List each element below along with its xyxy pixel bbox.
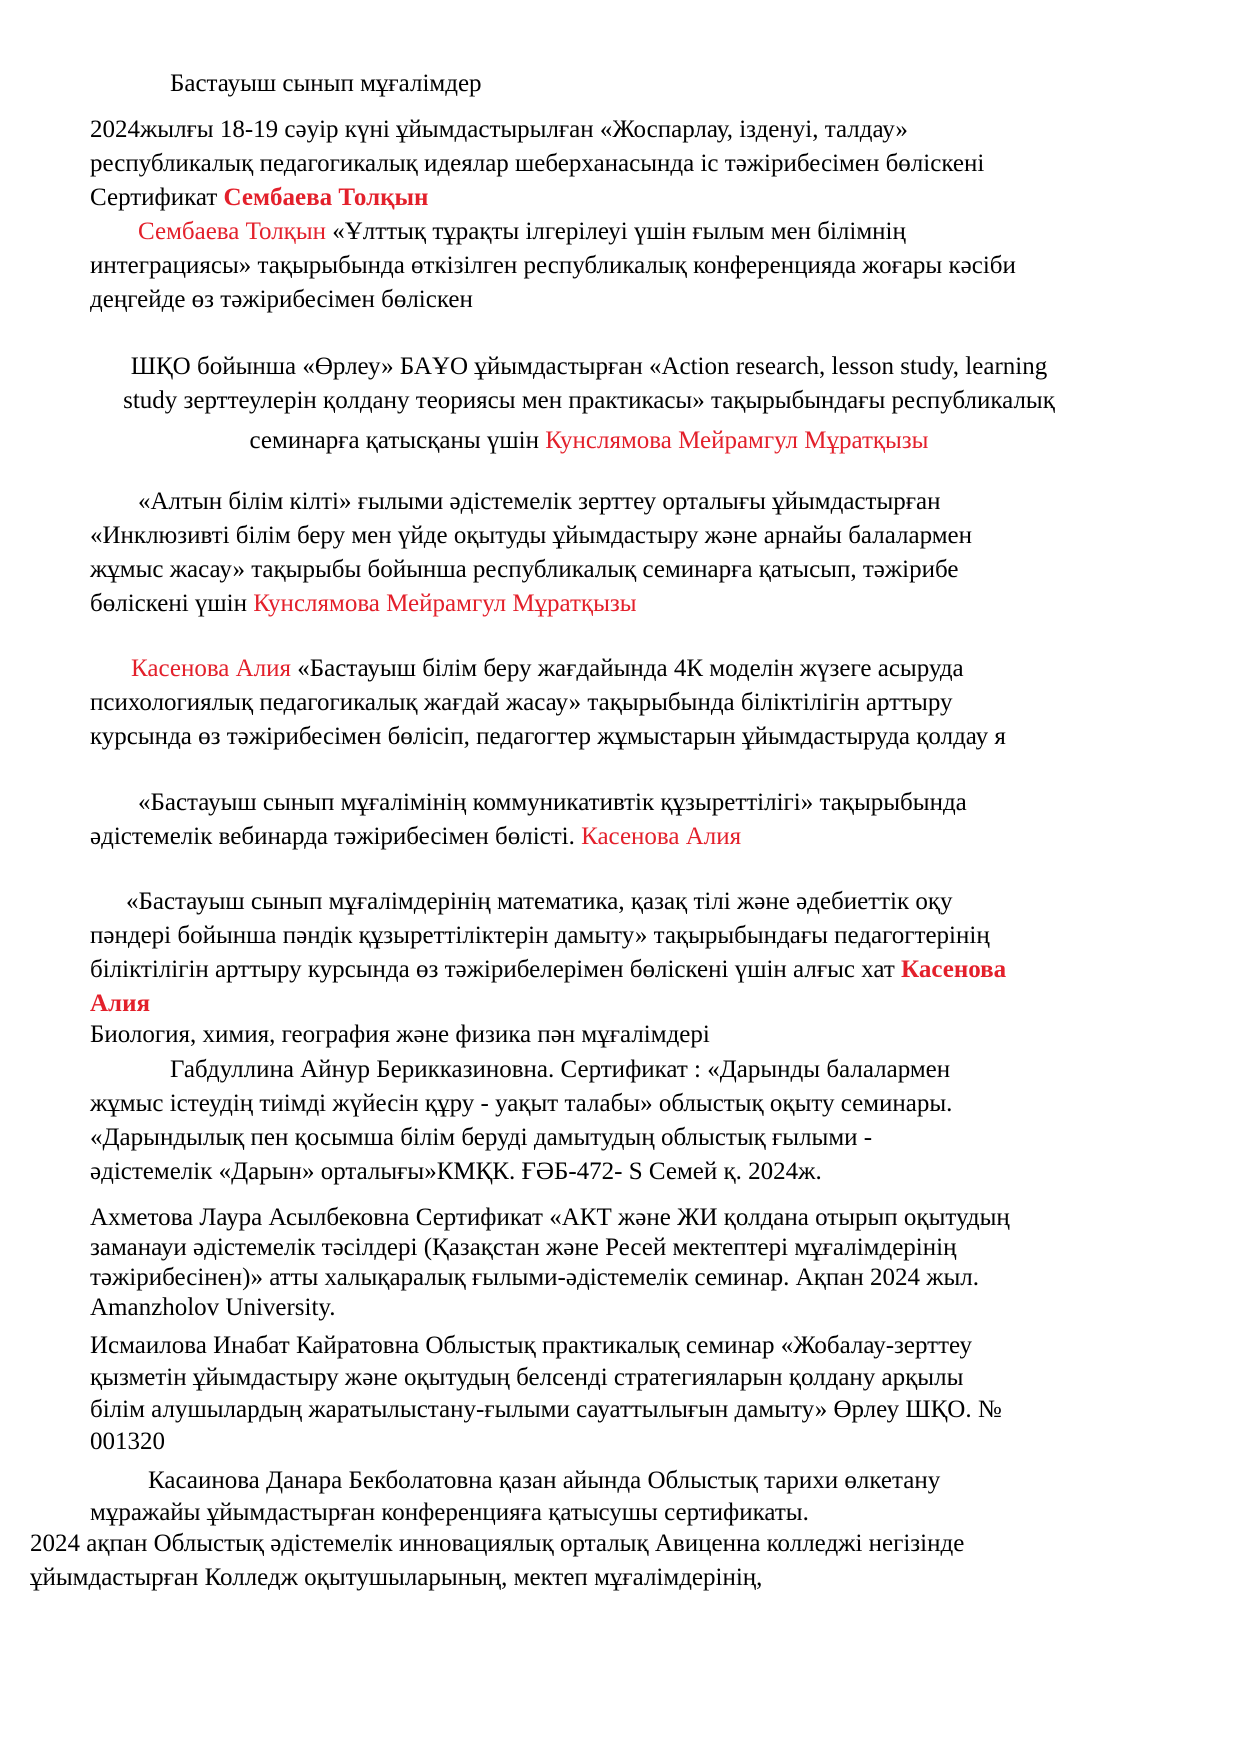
- text-line: пәндері бойынша пәндік құзыреттіліктерін дамыту» тақырыбындағы педагогтерінің: [90, 922, 990, 949]
- highlighted-name: Касенова Алия: [581, 823, 742, 850]
- text-line: тәжірибесінен)» атты халықаралық ғылыми-әдістемелік семинар. Ақпан 2024 жыл.: [90, 1264, 980, 1291]
- text-line: мұражайы ұйымдастырған конференцияға қатысушы сертификаты.: [90, 1499, 809, 1526]
- text-line: республикалық педагогикалық идеялар шеберханасында іс тәжірибесімен бөліскені: [90, 150, 985, 177]
- text-line: [0, 424, 1178, 458]
- text-fragment: бөлiскенi үшiн: [90, 590, 254, 617]
- text-line: [90, 587, 637, 621]
- text-line: Ахметова Лаура Асылбековна Сертификат «АКТ және ЖИ қолдана отырып оқытудың: [90, 1204, 1010, 1231]
- text-line: ұйымдастырған Колледж оқытушыларының, мектеп мұғалімдерінің,: [30, 1564, 763, 1591]
- text-line: «Дарындылық пен қосымша білім беруді дамытудың облыстық ғылыми -: [90, 1124, 873, 1151]
- text-fragment: әдістемелік вебинарда тәжірибесімен бөлісті.: [90, 823, 582, 850]
- section-heading-science-teachers: Биология, химия, география және физика пән мұғалімдері: [90, 1021, 710, 1048]
- text-line: курсында өз тәжірибесімен бөлісіп, педагогтер жұмыстарын ұйымдастыруда қолдау я: [90, 723, 1006, 750]
- text-line: ШҚО бойынша «Өрлеу» БАҰО ұйымдастырған «Action research, lesson study, learning: [130, 353, 1048, 380]
- text-line: 001320: [90, 1428, 165, 1455]
- text-line: жұмыс істеудің тиімді жүйесін құру - уақыт талабы» облыстық оқыту семинары.: [90, 1090, 953, 1117]
- text-line: [90, 181, 428, 215]
- text-line: деңгейде өз тәжірибесімен бөліскен: [90, 286, 473, 313]
- highlighted-name: Касенова: [901, 956, 1007, 983]
- text-line: интеграциясы» тақырыбында өткізілген республикалық конференцияда жоғары кәсіби: [90, 252, 1016, 279]
- highlighted-name: Касенова Алия: [131, 655, 292, 682]
- text-fragment: Сертификат: [90, 184, 224, 211]
- text-line: «Бастауыш сынып мұғалімінің коммуникативтік құзыреттілігі» тақырыбында: [138, 789, 967, 816]
- text-line: Amanzholov University.: [90, 1294, 336, 1321]
- text-line: заманауи әдістемелік тәсілдері (Қазақстан және Ресей мектептері мұғалімдерінің: [90, 1234, 957, 1261]
- text-line: Исмаилова Инабат Кайратовна Облыстық практикалық семинар «Жобалау-зерттеу: [90, 1332, 973, 1359]
- text-line: 2024 ақпан Облыстық әдістемелік инновациялық орталық Авиценна колледжі негізінде: [30, 1530, 965, 1557]
- text-fragment: «Ұлттық тұрақты ілгерілеуі үшін ғылым мен білімнің: [326, 218, 906, 245]
- text-line: «Алтын білім кілті» ғылыми әдістемелік зерттеу орталығы ұйымдастырған: [138, 488, 941, 515]
- text-line: «Бастауыш сынып мұғалімдерінің математика, қазақ тілі және әдебиеттік оқу: [126, 888, 953, 915]
- text-fragment: «Бастауыш білім беру жағдайында 4К моделін жүзеге асыруда: [291, 655, 964, 682]
- text-line: [90, 953, 1006, 987]
- text-line: [138, 215, 906, 249]
- highlighted-name: Кунслямова Мейрамгул Мұратқызы: [253, 590, 637, 617]
- highlighted-name: Сембаева Толқын: [223, 184, 429, 211]
- section-title-primary-teachers: Бастауыш сынып мұғалімдер: [170, 70, 482, 97]
- text-fragment: біліктілігін арттыру курсында өз тәжірибелерімен бөліскені үшін алғыс хат: [90, 956, 902, 983]
- text-line: study зерттеулерін қолдану теориясы мен практикасы» тақырыбындағы республикалық: [123, 387, 1055, 414]
- text-line: қызметін ұйымдастыру және оқытудың белсенді стратегияларын қолдану арқылы: [90, 1364, 964, 1391]
- text-line: психологиялық педагогикалық жағдай жасау» тақырыбында біліктілігін арттыру: [90, 689, 953, 716]
- text-line: 2024жылғы 18-19 сәуір күні ұйымдастырылған «Жоспарлау, ізденуі, талдау»: [90, 116, 908, 143]
- text-line: Габдуллина Айнур Берикказиновна. Сертификат : «Дарынды балалармен: [170, 1056, 951, 1083]
- text-line: білім алушылардың жаратылыстану-ғылыми сауаттылығын дамыту» Өрлеу ШҚО. №: [90, 1396, 1002, 1423]
- highlighted-name: Кунслямова Мейрамгул Мұратқызы: [545, 427, 929, 454]
- text-line: Касаинова Данара Бекболатовна қазан айында Облыстық тарихи өлкетану: [148, 1467, 941, 1494]
- text-line: [90, 987, 150, 1021]
- text-line: «Инклюзивті білім беру мен үйде оқытуды ұйымдастыру және арнайы балалармен: [90, 522, 973, 549]
- text-line: жұмыс жасау» тақырыбы бойынша республикалық семинарға қатысып, тәжірибе: [90, 556, 959, 583]
- text-line: [90, 820, 741, 854]
- text-line: [131, 652, 964, 686]
- highlighted-name: Сембаева Толқын: [138, 218, 326, 245]
- text-fragment: семинарға қатысқаны үшін: [249, 427, 546, 454]
- text-line: әдістемелік «Дарын» орталығы»КМҚК. ҒӘБ-472- S Семей қ. 2024ж.: [90, 1158, 822, 1185]
- highlighted-name: Алия: [90, 990, 151, 1017]
